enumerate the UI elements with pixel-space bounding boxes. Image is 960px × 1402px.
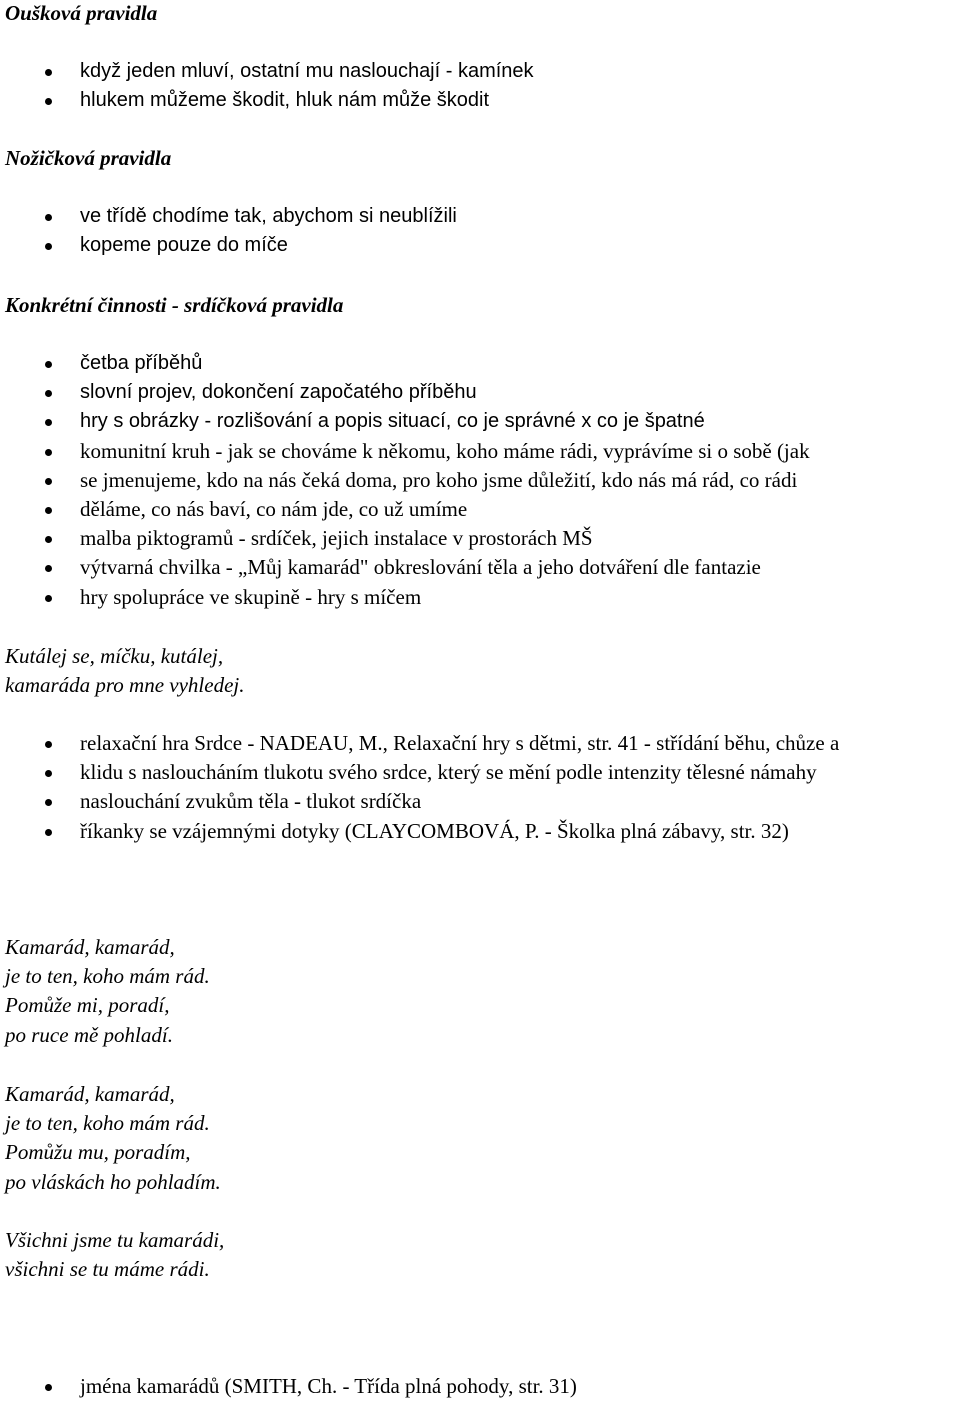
bullet-icon (45, 243, 52, 250)
poem-line: Kamarád, kamarád, (5, 935, 175, 959)
heading-srdickova-pravidla: Konkrétní činnosti - srdíčková pravidla (5, 293, 344, 317)
bullet-icon (45, 390, 52, 397)
poem-line: po ruce mě pohladí. (5, 1022, 173, 1047)
list-item: hlukem můžeme škodit, hluk nám může škodit (0, 86, 960, 115)
list-item: výtvarná chvilka - „Můj kamarád" obkreslování těla a jeho dotváření dle fantazie (0, 553, 960, 582)
bullet-icon (45, 536, 52, 543)
list-item: říkanky se vzájemnými dotyky (CLAYCOMBOVÁ, P. - Školka plná zábavy, str. 32) (0, 817, 960, 846)
bullet-icon (45, 478, 52, 485)
list-item: hry s obrázky - rozlišování a popis situací, co je správné x co je špatné (0, 407, 960, 436)
list-item: komunitní kruh - jak se chováme k někomu, koho máme rádi, vyprávíme si o sobě (jak (0, 437, 960, 466)
bullet-icon (45, 419, 52, 426)
list-nozickova-pravidla (0, 202, 960, 260)
list-item: klidu s nasloucháním tlukotu svého srdce, který se mění podle intenzity tělesné námahy (0, 758, 960, 787)
bullet-icon (45, 565, 52, 572)
bullet-icon (45, 507, 52, 514)
bullet-icon (45, 770, 52, 777)
list-item: naslouchání zvukům těla - tlukot srdíčka (0, 787, 960, 816)
poem-line: je to ten, koho mám rád. (5, 964, 210, 989)
bullet-icon (45, 214, 52, 221)
list-jmena-kamaradu (0, 1372, 960, 1401)
verse-line: kamaráda pro mne vyhledej. (5, 673, 245, 698)
heading-ouskova-pravidla: Oušková pravidla (5, 1, 158, 25)
list-item: malba piktogramů - srdíček, jejich instalace v prostorách MŠ (0, 524, 960, 553)
bullet-icon (45, 829, 52, 836)
poem-line: všichni se tu máme rádi. (5, 1257, 210, 1282)
bullet-icon (45, 361, 52, 368)
heading-nozickova-pravidla: Nožičková pravidla (5, 146, 172, 170)
poem-line: je to ten, koho mám rád. (5, 1111, 210, 1136)
poem-stanza-3 (5, 1226, 224, 1284)
poem-stanza-1 (5, 933, 210, 1050)
bullet-icon (45, 1384, 52, 1391)
poem-stanza-2 (5, 1080, 221, 1197)
poem-line: Pomůže mi, poradí, (5, 993, 170, 1018)
bullet-icon (45, 449, 52, 456)
poem-line: Pomůžu mu, poradím, (5, 1140, 191, 1165)
verse-line: Kutálej se, míčku, kutálej, (5, 644, 224, 668)
list-srdickova-pravidla (0, 349, 960, 612)
list-relaxacni (0, 729, 960, 846)
list-item: hry spolupráce ve skupině - hry s míčem (0, 583, 960, 612)
list-item: relaxační hra Srdce - NADEAU, M., Relaxační hry s dětmi, str. 41 - střídání běhu, chůze a (0, 729, 960, 758)
bullet-icon (45, 69, 52, 76)
list-item: kopeme pouze do míče (0, 231, 960, 260)
bullet-icon (45, 741, 52, 748)
list-item: četba příběhů (0, 349, 960, 378)
list-item: se jmenujeme, kdo na nás čeká doma, pro koho jsme důležití, kdo nás má rád, co rádi (0, 466, 960, 495)
list-item: jména kamarádů (SMITH, Ch. - Třída plná pohody, str. 31) (0, 1372, 960, 1401)
list-item: děláme, co nás baví, co nám jde, co už umíme (0, 495, 960, 524)
list-item: když jeden mluví, ostatní mu naslouchají - kamínek (0, 57, 960, 86)
list-item: ve třídě chodíme tak, abychom si neublížili (0, 202, 960, 231)
poem-line: Všichni jsme tu kamarádi, (5, 1228, 225, 1252)
poem-line: Kamarád, kamarád, (5, 1082, 175, 1106)
list-item: slovní projev, dokončení započatého příběhu (0, 378, 960, 407)
bullet-icon (45, 799, 52, 806)
list-ouskova-pravidla (0, 57, 960, 115)
poem-line: po vláskách ho pohladím. (5, 1169, 221, 1194)
bullet-icon (45, 595, 52, 602)
bullet-icon (45, 98, 52, 105)
verse-kutalej (5, 642, 245, 700)
